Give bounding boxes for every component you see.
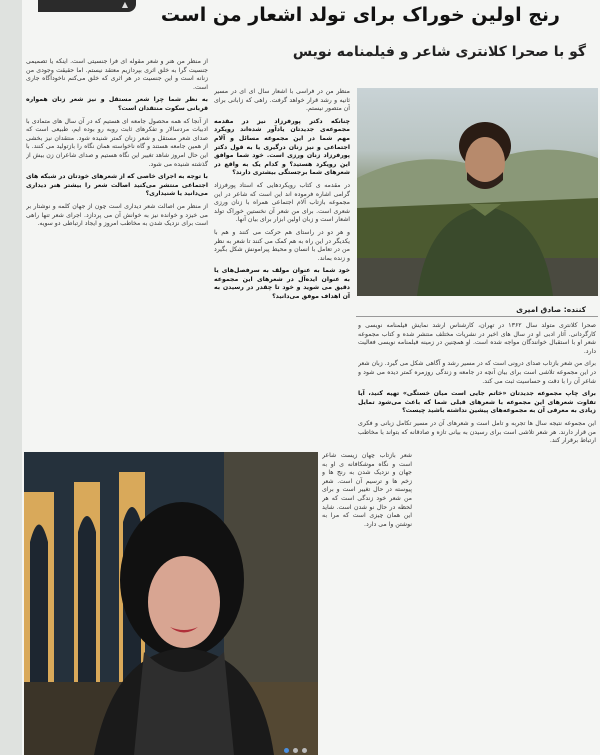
middle-column <box>214 88 350 448</box>
left-question-2: با توجه به اجرای خاصی که از شعرهای خودتان در شبکه های اجتماعی منتشر می‌کنید اصالت شعر را بیشتر هنر دیداری می‌دانید یا شنیداری؟ <box>26 173 208 198</box>
middle-answer-1: در مقدمه ی کتاب رویکردهایی که استاد پورفرزاد گرامی اشاره فرموده اند این است که شاعر در این مجموعه بازتاب آلام اجتماعی همراه با زنان ورزی شعری است. برای من شعر آن نخستین خوراک تولد اشعار است و زبان اولین ابزار برای بیان آنها. <box>214 181 350 224</box>
right-question: برای چاپ مجموعه جدیدتان «خاتم جایی است میان خستگی» تهیه کنید، آیا تفاوت شعرهای این مجموعه با شعرهای قبلی شما که باعث می‌شود تمایل زیادی به معرفی آن به مجموعه‌های پیشین نداشته باشید چیست؟ <box>358 390 596 415</box>
left-question-1: به نظر شما چرا شعر مستقل و نیز شعر زنان همواره قربانی سکوت منتقدان است؟ <box>26 96 208 112</box>
subheadline: گو با صحرا کلانتری شاعر و فیلمنامه نویس <box>292 44 586 60</box>
left-column <box>26 58 208 446</box>
carousel-dot-2[interactable] <box>293 748 298 753</box>
left-intro-paragraph: از منظر من هنر و شعر مقوله ای فرا جنسیتی است. اینکه یا تصمیمی جنسیت گرا به خلق اثری بپردازیم معتقد نیستم. اما حقیقت وجودی من زنانه است و این جنسیت در هر اثری که خلق می‌کنم ناخودآگاه جاری است. <box>26 58 208 91</box>
right-bio-paragraph: صحرا کلانتری متولد سال ۱۳۶۲ در تهران، کارشناس ارشد نمایش فیلمنامه نویسی و کارگردانی. آثار ادبی او در سال های اخیر در نشریات مختلف منتشر شده و کتاب مجموعه شعر او با استقبال خوانندگان مواجه شده است. او همچنین در زمینه فیلمنامه نویسی فعالیت دارد. <box>358 322 596 355</box>
lower-middle-answer-2: شعر بازتاب چهان زیست شاعر است و نگاه موشکافانه ی او به جهان و نزدیک شدن به رنج ها و زخم ها و ترسیم آن است. شعر پیوسته در حال تغییر است و برای من شعر خود زندگی است که هر لحظه در حال نو شدن است. شاید این همان چیزی است که مرا به نوشتن وا می دارد. <box>322 452 412 528</box>
carousel-dot-3[interactable] <box>302 748 307 753</box>
interviewer-credit: کننده: صادق امیری <box>516 305 586 314</box>
middle-intro-paragraph: منظر من در فراسی با اشعار سال ای ای در مسیر ثانیه و رشد قرار خواهد گرفت. راهی که زابانی برای آن متصور نیستم. <box>214 88 350 113</box>
poet-photo-bridge <box>24 452 318 755</box>
carousel-indicator[interactable] <box>282 738 309 755</box>
poet-photo-illustration <box>24 452 318 755</box>
right-column <box>358 322 596 752</box>
page-gutter <box>0 0 22 755</box>
right-body-paragraph: برای من شعر بازتاب صدای درونی است که در مسیر رشد و آگاهی شکل می گیرد. زبان شعر در این مجموعه تلاشی است برای بیان آنچه در جامعه و زندگی روزمره کمتر دیده می شود و شاعر آن را با دقت و حساسیت ثبت می کند. <box>358 360 596 385</box>
left-answer-2: از منظر من اصالت شعر دیداری است چون از جهان کلمه و نوشتار بر می خیزد و خوانده نیز به خوانش آن می پردازد. اجرای شعر تنها راهی است برای نزدیک شدن به مخاطب امروز و ایجاد ارتباطی دو سویه. <box>26 202 208 228</box>
left-answer-1: از آنجا که همه محصول جامعه ای هستیم که در آن سال های متمادی با ادبیات مردسالار و تفکرهای ثابت روبه رو بوده ایم، طبیعی است که صدای شعر مستقل و شعر زنان کمتر شنیده شود. منتقدان نیز بخشی از همین جامعه هستند و گاه ناخواسته همان نگاه را بازتولید می کنند. با این حال امروز شاهد تغییر این نگاه هستیم و صدای شاعران زن بیش از گذشته شنیده می شود. <box>26 117 208 168</box>
middle-answer-1b: و هر دو در راستای هم حرکت می کنند و هم با یکدیگر در این راه به هم کمک می کنند تا شعر به نظر من در تعامل با انسان و محیط پیرامونش شکل بگیرد و زنده بماند. <box>214 228 350 262</box>
carousel-dot-1[interactable] <box>284 748 289 753</box>
headline: رنج اولین خوراک برای تولد اشعار من است <box>160 4 560 26</box>
poet-portrait-photo <box>357 88 598 296</box>
middle-question-2: خود شما به عنوان مولف به سرفصل‌های یا به عنوان ایده‌آل در شعرهای این مجموعه دقیق می شوید و خود تا چقدر در رسیدن به آن اهداف موفق می‌دانید؟ <box>214 267 350 301</box>
poet-portrait-illustration <box>357 88 598 296</box>
middle-question-1: چنانکه دکتر پورفرزاد نیز در مقدمه مجموعه‌ی جدیدتان یادآور شده‌اند رویکرد مهم شما در این مجموعه مسائل و آلام اجتماعی و نیز زنان درگیری یا به قول دکتر پورفرزاد زنان ورزی است. خود شما موافق این رویکرد هستید؟ و کدام یک به واقع در شعرهای شما برجستگی بیشتری دارند؟ <box>214 117 350 177</box>
right-answer: این مجموعه نتیجه سال ها تجربه و تامل است و شعرهای آن در مسیر تکامل زبانی و فکری من قرار دارند. هر شعر تلاشی است برای رسیدن به بیانی تازه و صادقانه که بتواند با مخاطب ارتباط برقرار کند. <box>358 419 596 445</box>
credit-divider <box>356 316 598 317</box>
section-tag-mark: ▲ <box>121 0 128 9</box>
section-tag <box>38 0 136 12</box>
